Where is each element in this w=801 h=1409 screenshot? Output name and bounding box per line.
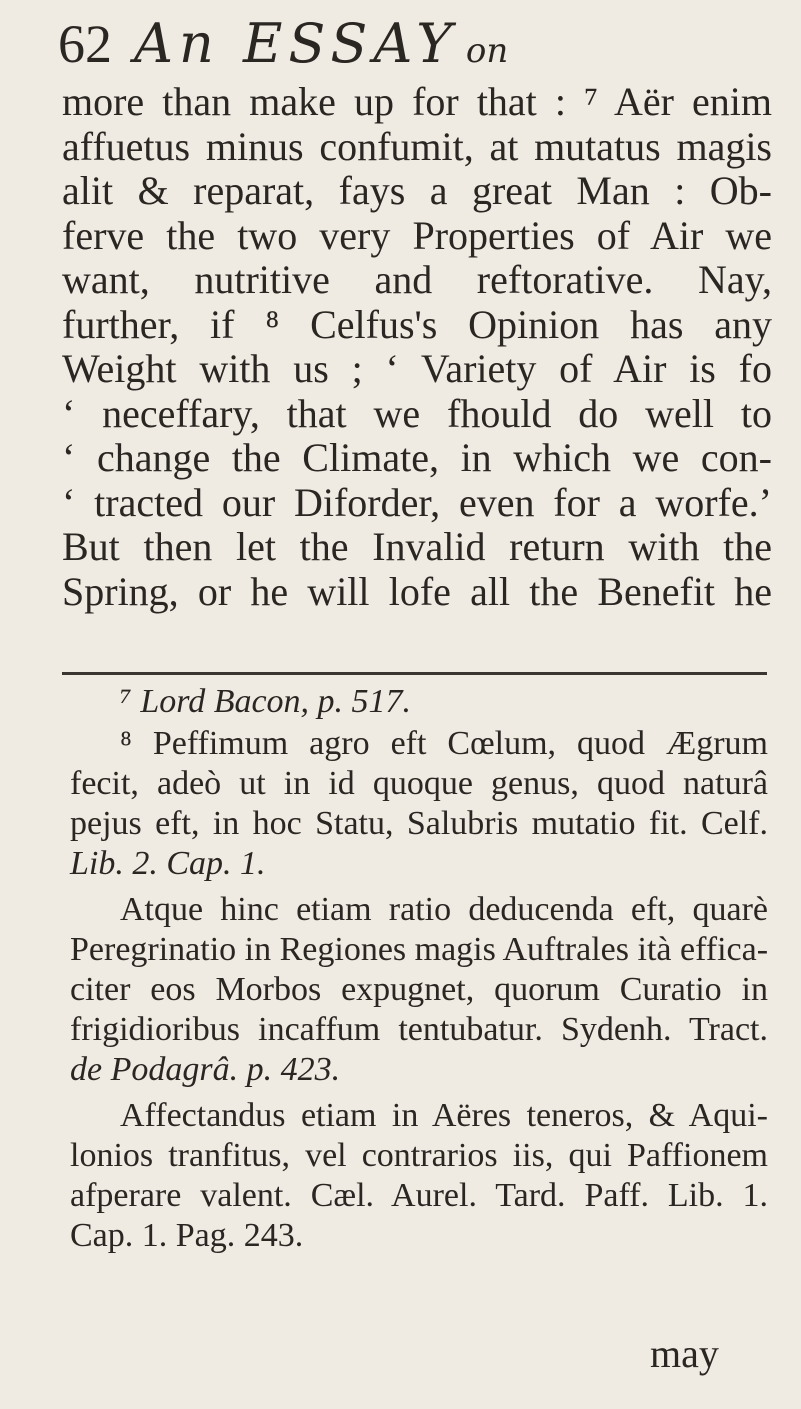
text-line: Spring, or he will lofe all the Benefit he bbox=[62, 568, 772, 614]
footnote-divider bbox=[62, 672, 767, 675]
text-line: Weight with us ; ‘ Variety of Air is fo bbox=[62, 346, 772, 391]
running-title: An ESSAY bbox=[134, 12, 458, 75]
footnote-line: Affectandus etiam in Aëres teneros, & Aqui- bbox=[120, 1097, 768, 1134]
page-number: 62 bbox=[58, 14, 112, 74]
running-title-suffix: on bbox=[465, 31, 509, 71]
footnote-line: fecit, adeò ut in id quoque genus, quod naturâ bbox=[70, 765, 768, 802]
text-line: want, nutritive and reftorative. Nay, bbox=[62, 257, 772, 302]
running-header bbox=[58, 14, 758, 74]
footnote-7: ⁷ Lord Bacon, p. 517. bbox=[120, 683, 412, 720]
text-line: alit & reparat, fays a great Man : Ob- bbox=[62, 168, 772, 213]
footnote-paragraph bbox=[70, 1096, 768, 1256]
text-line: more than make up for that : ⁷ Aër enim bbox=[62, 79, 772, 124]
footnote-line: lonios tranfitus, vel contrarios iis, qui Paffionem bbox=[70, 1137, 768, 1174]
footnote-line: Peregrinatio in Regiones magis Auftrales ità effica- bbox=[70, 931, 769, 968]
main-text bbox=[62, 80, 772, 614]
footnote-paragraph bbox=[70, 890, 769, 1090]
text-line: further, if ⁸ Celfus's Opinion has any bbox=[62, 301, 772, 347]
footnote-line: de Podagrâ. p. 423. bbox=[70, 1051, 341, 1088]
footnotes bbox=[70, 682, 769, 1256]
footnote-line: ⁸ Peffimum agro eft Cœlum, quod Ægrum bbox=[120, 725, 768, 762]
footnote-line: pejus eft, in hoc Statu, Salubris mutatio fit. Celf. bbox=[70, 805, 768, 842]
text-line: ferve the two very Properties of Air we bbox=[62, 212, 772, 258]
text-line: ‘ neceffary, that we fhould do well to bbox=[62, 390, 772, 436]
text-line: ‘ change the Climate, in which we con- bbox=[62, 435, 772, 480]
footnote-line: Cap. 1. Pag. 243. bbox=[70, 1217, 304, 1254]
text-line: ‘ tracted our Diforder, even for a worfe.’ bbox=[62, 479, 772, 525]
text-line: affuetus minus confumit, at mutatus magis bbox=[62, 123, 772, 169]
footnote-8 bbox=[70, 724, 768, 884]
footnote-line: Lib. 2. Cap. 1. bbox=[70, 845, 266, 882]
footnote-line: afperare valent. Cæl. Aurel. Tard. Paff. Lib. 1. bbox=[70, 1177, 768, 1214]
text-line: But then let the Invalid return with the bbox=[62, 524, 772, 569]
footnote-line: citer eos Morbos expugnet, quorum Curatio in bbox=[70, 971, 768, 1008]
footnote-line: frigidioribus incaffum tentubatur. Sydenh. Tract. bbox=[70, 1011, 768, 1048]
catchword: may bbox=[650, 1331, 719, 1376]
footnote-line: Atque hinc etiam ratio deducenda eft, quarè bbox=[120, 891, 768, 928]
